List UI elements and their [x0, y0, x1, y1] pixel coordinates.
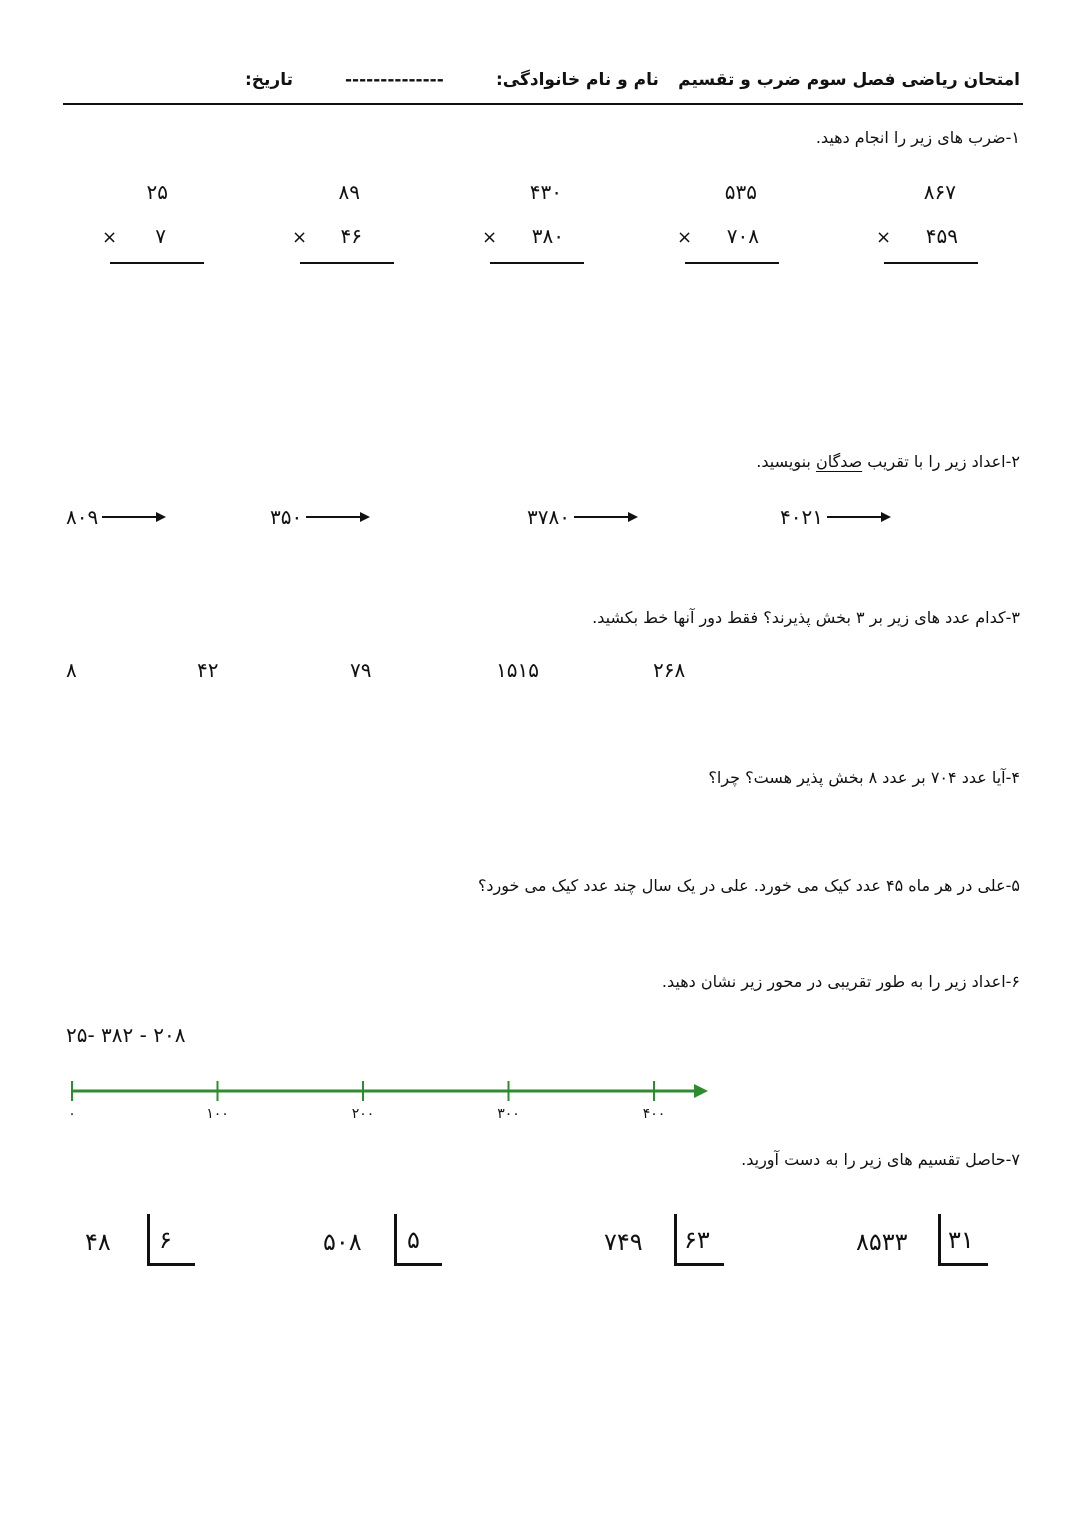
rounding-item[interactable]	[270, 505, 372, 529]
multiplication-problem[interactable]	[292, 180, 392, 280]
times-sign: ×	[102, 227, 118, 248]
divisor: ۳۱	[948, 1226, 974, 1254]
header-divider	[63, 103, 1023, 105]
dividend: ۸۵۳۳	[856, 1228, 908, 1256]
division-bracket	[938, 1214, 941, 1266]
exam-title: امتحان ریاضی فصل سوم ضرب و تقسیم	[678, 70, 1020, 90]
axis-arrowhead	[694, 1084, 708, 1098]
divisibility-number[interactable]: ۷۹	[350, 658, 372, 682]
name-blank[interactable]: --------------	[345, 70, 444, 90]
q2-underlined-word: صدگان	[815, 452, 863, 471]
multiplicand: ۸۹	[338, 180, 360, 204]
times-sign: ×	[292, 227, 308, 248]
answer-line	[110, 262, 204, 264]
rounding-number: ۳۵۰	[270, 505, 303, 529]
division-bracket-base	[147, 1263, 195, 1266]
multiplicand: ۴۳۰	[529, 180, 562, 204]
axis-tick-label: ۴۰۰	[642, 1106, 666, 1122]
times-sign: ×	[876, 227, 892, 248]
rounding-item[interactable]	[527, 505, 640, 529]
q6-prompt: ۶-اعداد زیر را به طور تقریبی در محور زیر نشان دهید.	[661, 972, 1020, 991]
axis-tick-label: ۱۰۰	[206, 1106, 229, 1122]
division-problem[interactable]	[604, 1212, 729, 1268]
dividend: ۵۰۸	[323, 1228, 362, 1256]
division-problem[interactable]	[85, 1212, 200, 1268]
divisor: ۵	[407, 1226, 420, 1254]
q4-prompt: ۴-آیا عدد ۷۰۴ بر عدد ۸ بخش پذیر هست؟ چرا؟	[708, 768, 1020, 787]
q2-prompt	[756, 452, 1020, 471]
multiplicand: ۲۵	[146, 180, 168, 204]
multiplier: ۴۶	[340, 224, 362, 248]
times-sign: ×	[482, 227, 498, 248]
number-line[interactable]	[60, 1078, 720, 1128]
rounding-number: ۳۷۸۰	[527, 505, 570, 529]
divisibility-number[interactable]: ۱۵۱۵	[496, 658, 539, 682]
answer-line	[884, 262, 978, 264]
division-bracket	[147, 1214, 150, 1266]
q1-prompt: ۱-ضرب های زیر را انجام دهید.	[815, 128, 1020, 147]
rounding-item[interactable]	[780, 505, 893, 529]
multiplication-problem[interactable]	[102, 180, 202, 280]
rounding-item[interactable]	[66, 505, 168, 529]
answer-line	[490, 262, 584, 264]
arrow-right-icon	[827, 510, 893, 524]
divisor: ۶	[159, 1226, 172, 1254]
rounding-number: ۸۰۹	[66, 505, 99, 529]
divisibility-number[interactable]: ۲۶۸	[653, 658, 686, 682]
times-sign: ×	[677, 227, 693, 248]
division-problem[interactable]	[323, 1212, 448, 1268]
multiplication-problem[interactable]	[876, 180, 976, 280]
multiplier: ۷۰۸	[726, 224, 759, 248]
multiplication-problem[interactable]	[677, 180, 777, 280]
axis-tick-label: ۲۰۰	[351, 1106, 375, 1122]
division-bracket	[674, 1214, 677, 1266]
arrow-right-icon	[102, 510, 168, 524]
rounding-number: ۴۰۲۱	[780, 505, 823, 529]
arrow-right-icon	[306, 510, 372, 524]
multiplicand: ۵۳۵	[724, 180, 757, 204]
division-bracket-base	[674, 1263, 724, 1266]
q5-prompt: ۵-علی در هر ماه ۴۵ عدد کیک می خورد. علی در یک سال چند عدد کیک می خورد؟	[477, 876, 1020, 895]
division-bracket-base	[394, 1263, 442, 1266]
divisibility-number[interactable]: ۴۲	[197, 658, 219, 682]
date-label: تاریخ:	[245, 70, 293, 90]
q7-prompt: ۷-حاصل تقسیم های زیر را به دست آورید.	[741, 1150, 1020, 1169]
axis-tick-label: ۰	[68, 1106, 76, 1122]
dividend: ۷۴۹	[604, 1228, 643, 1256]
divisibility-number[interactable]: ۸	[66, 658, 77, 682]
answer-line	[685, 262, 779, 264]
division-bracket-base	[938, 1263, 988, 1266]
multiplicand: ۸۶۷	[923, 180, 956, 204]
q2-prompt-end: بنویسید.	[756, 452, 816, 471]
multiplier: ۳۸۰	[531, 224, 564, 248]
q6-numbers: ۲۵- ۳۸۲ - ۲۰۸	[66, 1023, 186, 1047]
axis-tick-label: ۳۰۰	[497, 1106, 520, 1122]
name-label: نام و نام خانوادگی:	[496, 70, 659, 90]
q3-prompt: ۳-کدام عدد های زیر بر ۳ بخش پذیرند؟ فقط دور آنها خط بکشید.	[592, 608, 1020, 627]
division-bracket	[394, 1214, 397, 1266]
dividend: ۴۸	[85, 1228, 111, 1256]
division-problem[interactable]	[856, 1212, 996, 1268]
q2-prompt-start: ۲-اعداد زیر را با تقریب	[862, 452, 1020, 471]
multiplier: ۴۵۹	[925, 224, 958, 248]
arrow-right-icon	[574, 510, 640, 524]
multiplication-problem[interactable]	[482, 180, 582, 280]
divisor: ۶۳	[684, 1226, 710, 1254]
multiplier: ۷	[155, 224, 166, 248]
answer-line	[300, 262, 394, 264]
